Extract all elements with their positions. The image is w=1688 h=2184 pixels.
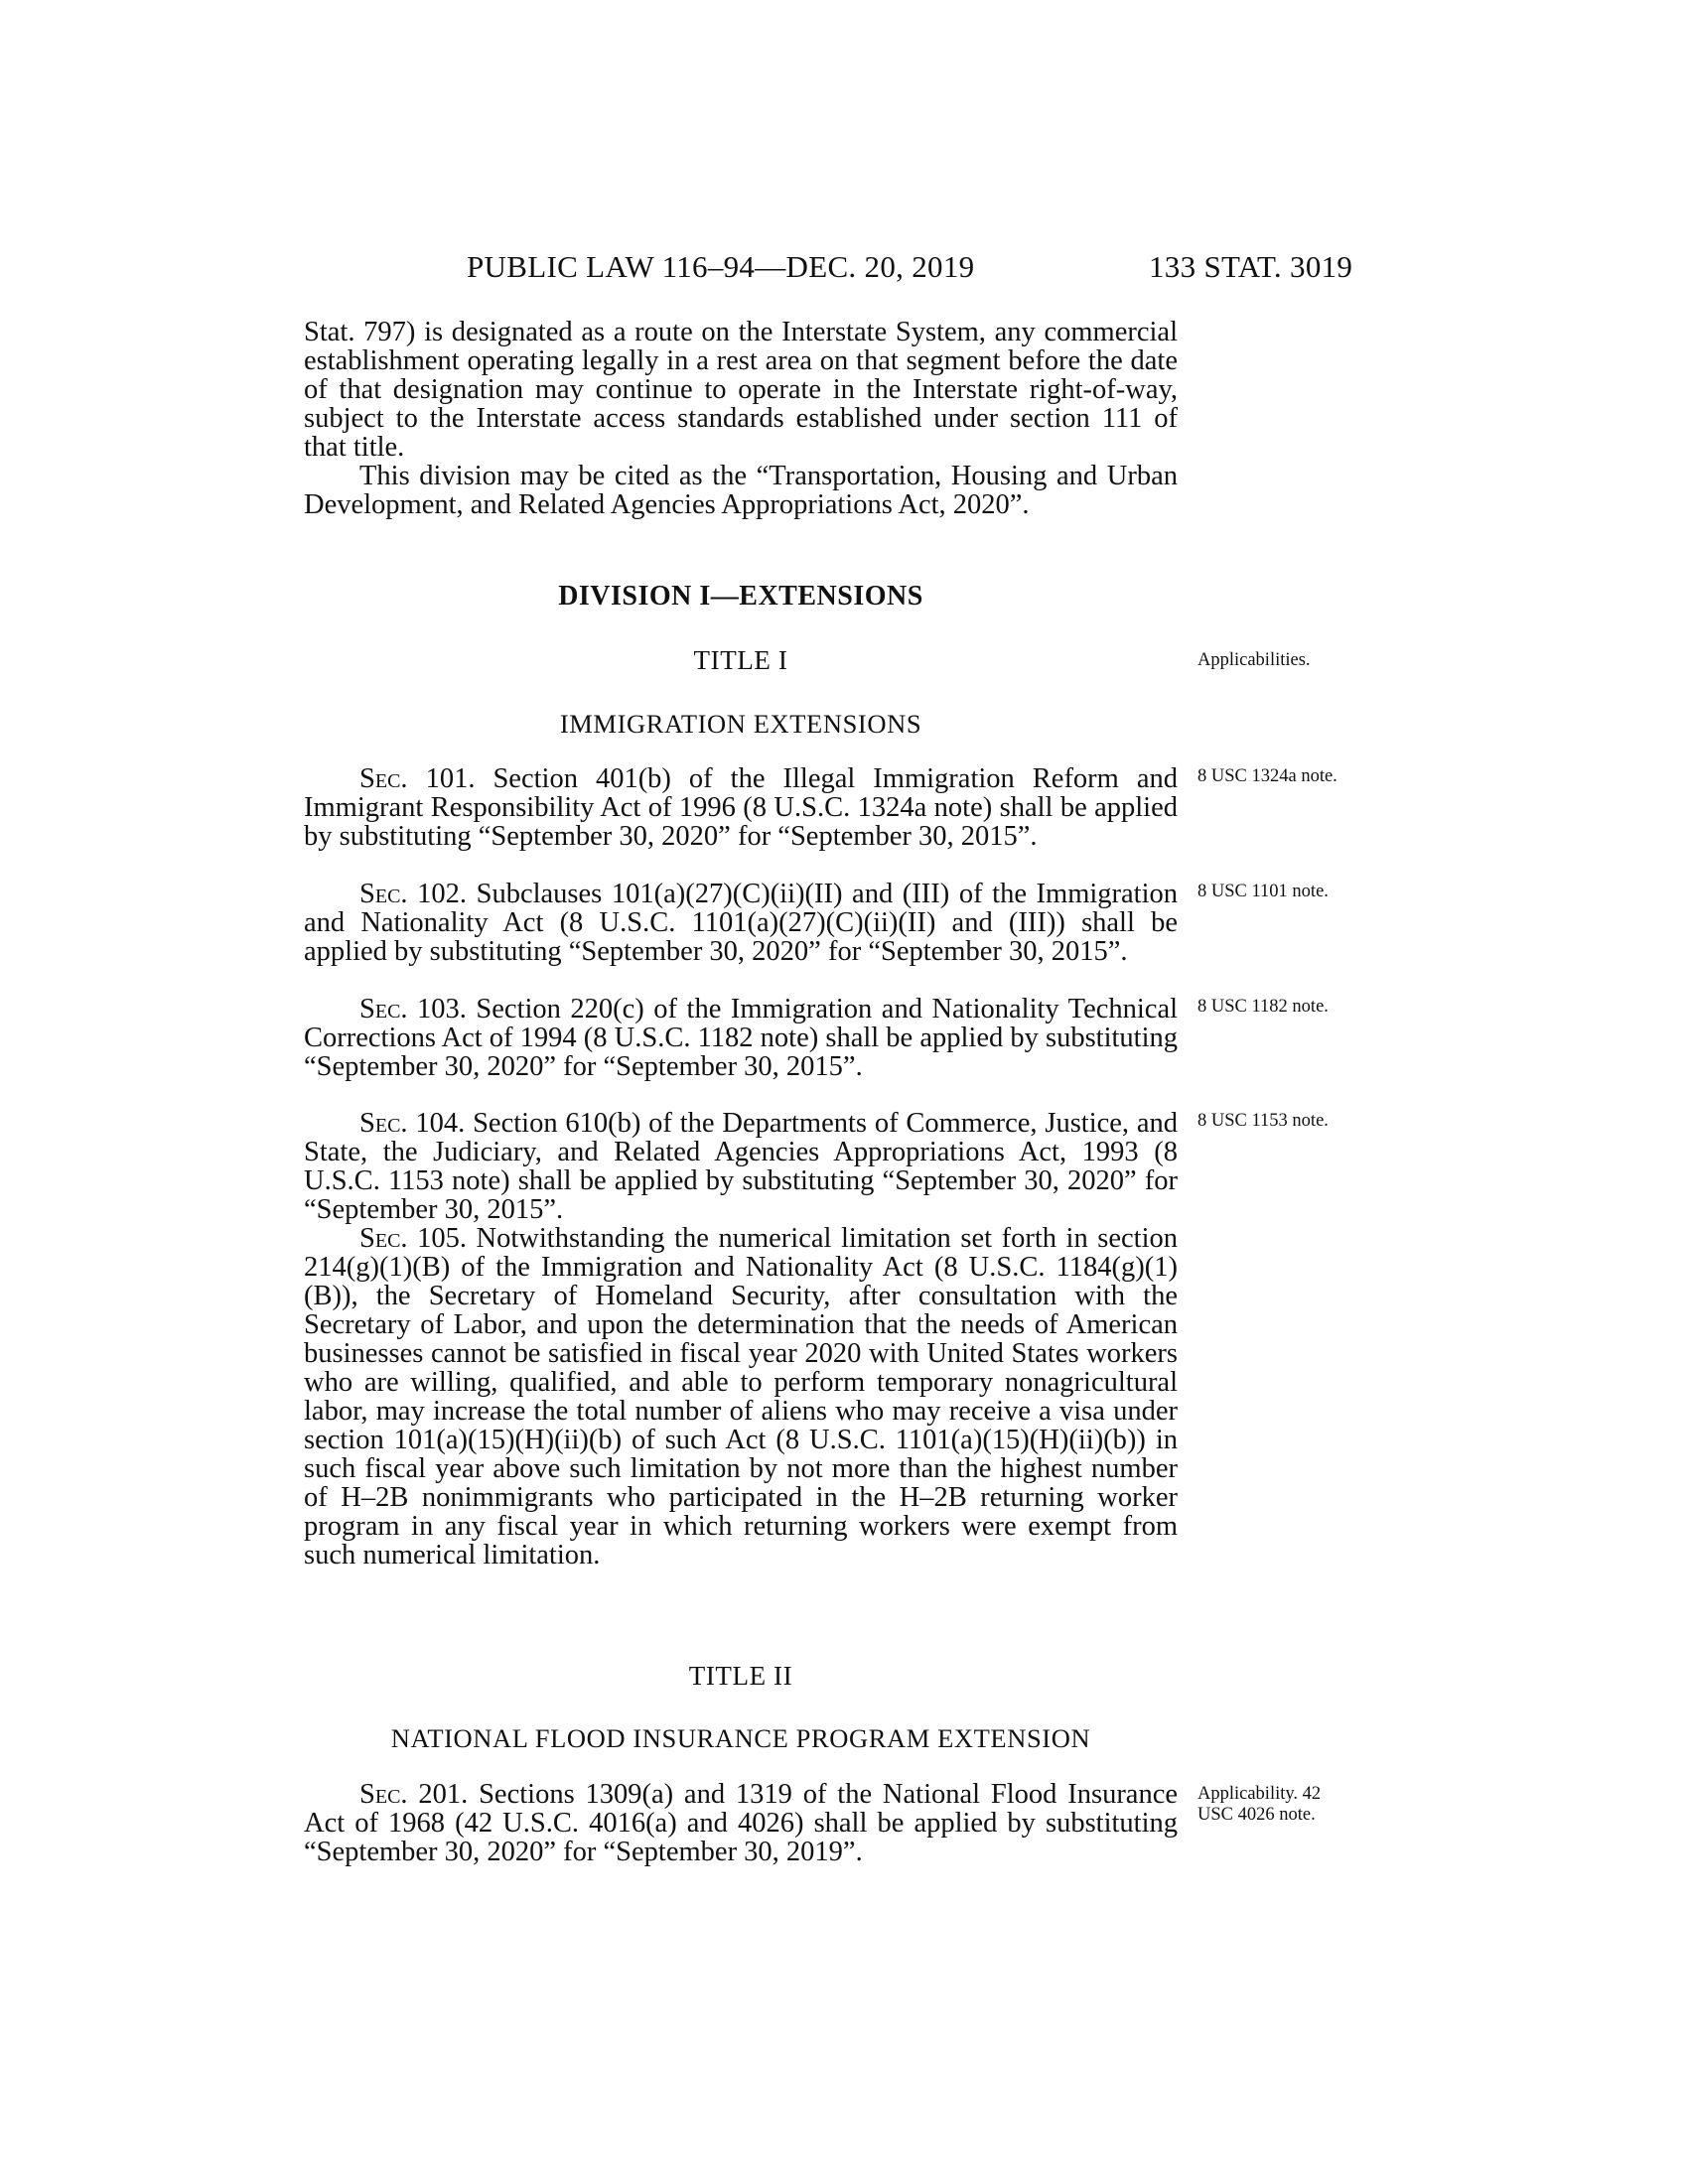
section-label: Sec.	[359, 994, 408, 1024]
section-number: 104.	[415, 1108, 466, 1139]
section-201	[304, 1780, 1178, 1866]
margin-note-applicabilities: Applicabilities.	[1197, 650, 1311, 670]
title-i-heading: TITLE I	[693, 645, 788, 675]
page-header	[0, 249, 1688, 289]
section-label: Sec.	[359, 879, 408, 909]
margin-note-8-usc-1182: 8 USC 1182 note.	[1197, 997, 1329, 1017]
section-text: Subclauses 101(a)(27)(C)(ii)(II) and (III) of the Immigration and Nationality Act (8 U.S.C. 1101(a)(27)(C)(ii)(II) and (III)) shall be applied by substituting “September 30, 2020” for “September 30, 2015”.	[304, 879, 1179, 967]
margin-note-8-usc-1101: 8 USC 1101 note.	[1197, 882, 1329, 901]
section-103	[304, 995, 1178, 1081]
section-text: Section 610(b) of the Departments of Commerce, Justice, and State, the Judiciary, and Related Agencies Appropriations Act, 1993 (8 U.S.C. 1153 note) shall be applied by substituting “September 30, 2020” for “September 30, 2015”.	[304, 1108, 1179, 1225]
title-ii-heading: TITLE II	[688, 1661, 793, 1691]
intro-block	[304, 318, 1178, 519]
section-label: Sec.	[359, 763, 408, 794]
short-title-paragraph: This division may be cited as the “Transportation, Housing and Urban Development, and Related Agencies Appropriations Act, 2020”.	[304, 461, 1178, 520]
section-label: Sec.	[359, 1108, 408, 1139]
section-number: 101.	[425, 763, 476, 794]
section-102	[304, 880, 1178, 966]
section-text: Sections 1309(a) and 1319 of the National Flood Insurance Act of 1968 (42 U.S.C. 4016(a) and 4026) shall be applied by substituting “September 30, 2020” for “September 30, 2019”.	[304, 1779, 1179, 1867]
title-i-subheading: IMMIGRATION EXTENSIONS	[559, 709, 922, 739]
section-number: 105.	[417, 1223, 467, 1254]
section-label: Sec.	[359, 1223, 408, 1254]
margin-note-8-usc-1324a: 8 USC 1324a note.	[1197, 766, 1337, 786]
division-heading: DIVISION I—EXTENSIONS	[558, 581, 923, 612]
continuation-paragraph: Stat. 797) is designated as a route on the Interstate System, any commercial establishment operating legally in a rest area on that segment before the date of that designation may continue to operate in the Interstate right-of-way, subject to the Interstate access standards established under section 111 of that title.	[304, 317, 1178, 463]
margin-note-applicability-42-usc-4026: Applicability. 42 USC 4026 note.	[1197, 1784, 1322, 1825]
running-head: PUBLIC LAW 116–94—DEC. 20, 2019	[467, 249, 975, 284]
section-number: 201.	[418, 1779, 469, 1810]
section-101	[304, 764, 1178, 851]
statute-page-reference: 133 STAT. 3019	[1149, 249, 1353, 284]
section-text: Section 401(b) of the Illegal Immigration Reform and Immigrant Responsibility Act of 1996 (8 U.S.C. 1324a note) shall be applied by substituting “September 30, 2020” for “September 30, 2015”.	[304, 763, 1179, 852]
section-label: Sec.	[359, 1779, 408, 1810]
title-ii-subheading: NATIONAL FLOOD INSURANCE PROGRAM EXTENSION	[390, 1723, 1091, 1753]
section-number: 102.	[417, 879, 468, 909]
section-text: Section 220(c) of the Immigration and Nationality Technical Corrections Act of 1994 (8 U.S.C. 1182 note) shall be applied by substituting “September 30, 2020” for “September 30, 2015”.	[304, 994, 1179, 1082]
section-text: Notwithstanding the numerical limitation set forth in section 214(g)(1)(B) of the Immigration and Nationality Act (8 U.S.C. 1184(g)(1)(B)), the Secretary of Homeland Security, after consultation with the Secretary of Labor, and upon the determination that the needs of American businesses cannot be satisfied in fiscal year 2020 with United States workers who are willing, qualified, and able to perform temporary nonagricultural labor, may increase the total number of aliens who may receive a visa under section 101(a)(15)(H)(ii)(b) of such Act (8 U.S.C. 1101(a)(15)(H)(ii)(b)) in such fiscal year above such limitation by not more than the highest number of H–2B nonimmigrants who participated in the H–2B returning worker program in any fiscal year in which returning workers were exempt from such numerical limitation.	[304, 1223, 1178, 1570]
section-104	[304, 1109, 1178, 1224]
margin-note-8-usc-1153: 8 USC 1153 note.	[1197, 1111, 1329, 1131]
section-number: 103.	[417, 994, 467, 1024]
section-105	[304, 1224, 1178, 1570]
